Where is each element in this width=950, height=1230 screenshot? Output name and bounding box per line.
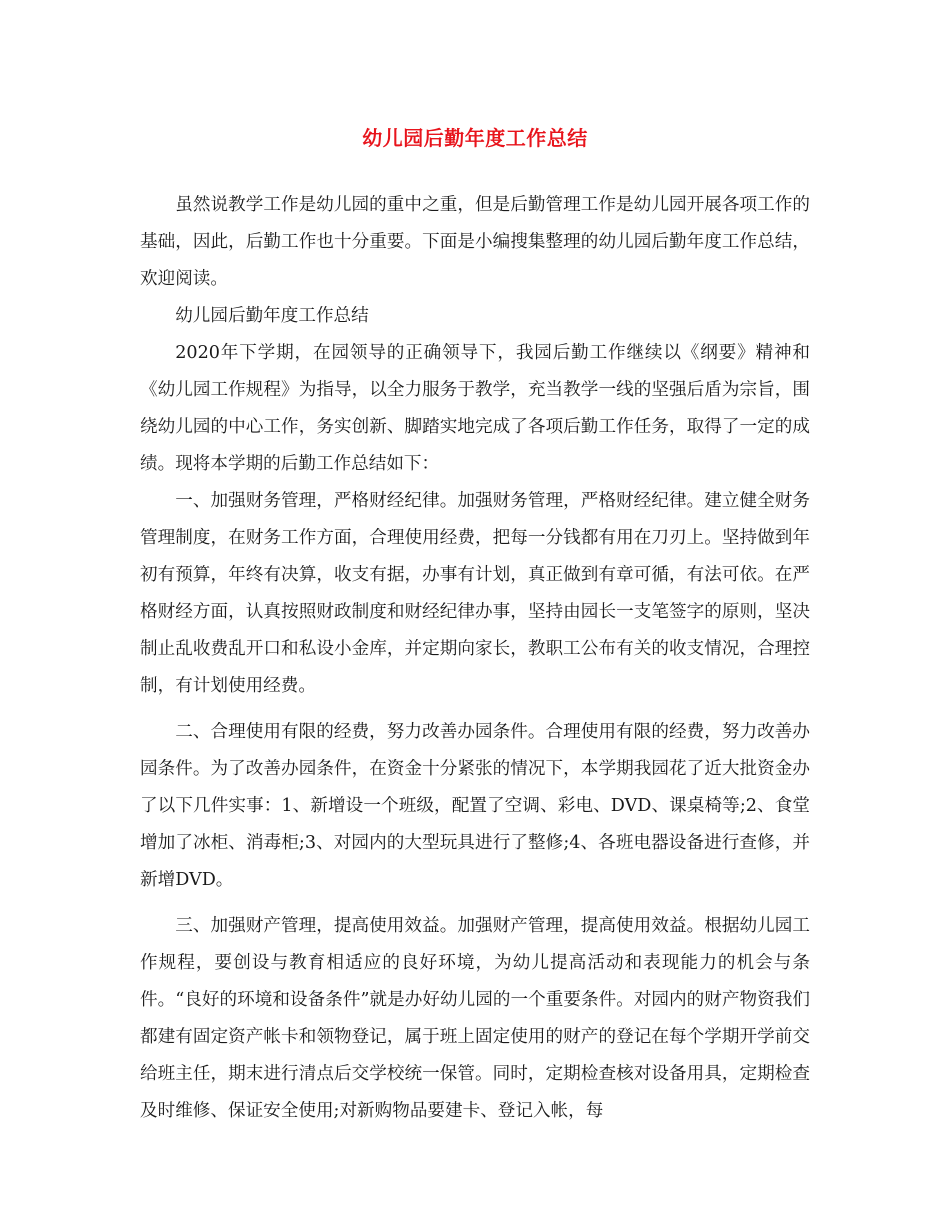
document-body (140, 187, 810, 1130)
document-title: 幼儿园后勤年度工作总结 (362, 126, 588, 150)
paragraph-section-3: 三、加强财产管理，提高使用效益。加强财产管理，提高使用效益。根据幼儿园工作规程，要创设与教育相适应的良好环境，为幼儿提高活动和表现能力的机会与条件。“良好的环境和设备条件”就是办好幼儿园的一个重要条件。对园内的财产物资我们都建有固定资产帐卡和领物登记，属于班上固定使用的财产的登记在每个学期开学前交给班主任，期末进行清点后交学校统一保管。同时，定期检查核对设备用具，定期检查及时维修、保证安全使用;对新购物品要建卡、登记入帐，每 (140, 916, 810, 1121)
paragraph-section-2: 二、合理使用有限的经费，努力改善办园条件。合理使用有限的经费，努力改善办园条件。为了改善办园条件，在资金十分紧张的情况下，本学期我园花了近大批资金办了以下几件实事：1、新增设一个班级，配置了空调、彩电、DVD、课桌椅等;2、食堂增加了冰柜、消毒柜;3、对园内的大型玩具进行了整修;4、各班电器设备进行查修，并新增DVD。 (140, 722, 810, 890)
paragraph-overview: 2020年下学期，在园领导的正确领导下，我园后勤工作继续以《纲要》精神和《幼儿园工作规程》为指导，以全力服务于教学，充当教学一线的坚强后盾为宗旨，围绕幼儿园的中心工作，务实创新、脚踏实地完成了各项后勤工作任务，取得了一定的成绩。现将本学期的后勤工作总结如下： (140, 343, 810, 474)
paragraph-subtitle: 幼儿园后勤年度工作总结 (175, 306, 369, 326)
paragraph-intro: 虽然说教学工作是幼儿园的重中之重，但是后勤管理工作是幼儿园开展各项工作的基础，因此，后勤工作也十分重要。下面是小编搜集整理的幼儿园后勤年度工作总结，欢迎阅读。 (140, 195, 810, 289)
paragraph-section-1: 一、加强财务管理，严格财经纪律。加强财务管理，严格财经纪律。建立健全财务管理制度，在财务工作方面，合理使用经费，把每一分钱都有用在刀刃上。坚持做到年初有预算，年终有决算，收支有据，办事有计划，真正做到有章可循，有法可依。在严格财经方面，认真按照财政制度和财经纪律办事，坚持由园长一支笔签字的原则，坚决制止乱收费乱开口和私设小金库，并定期向家长，教职工公布有关的收支情况，合理控制，有计划使用经费。 (140, 491, 810, 696)
